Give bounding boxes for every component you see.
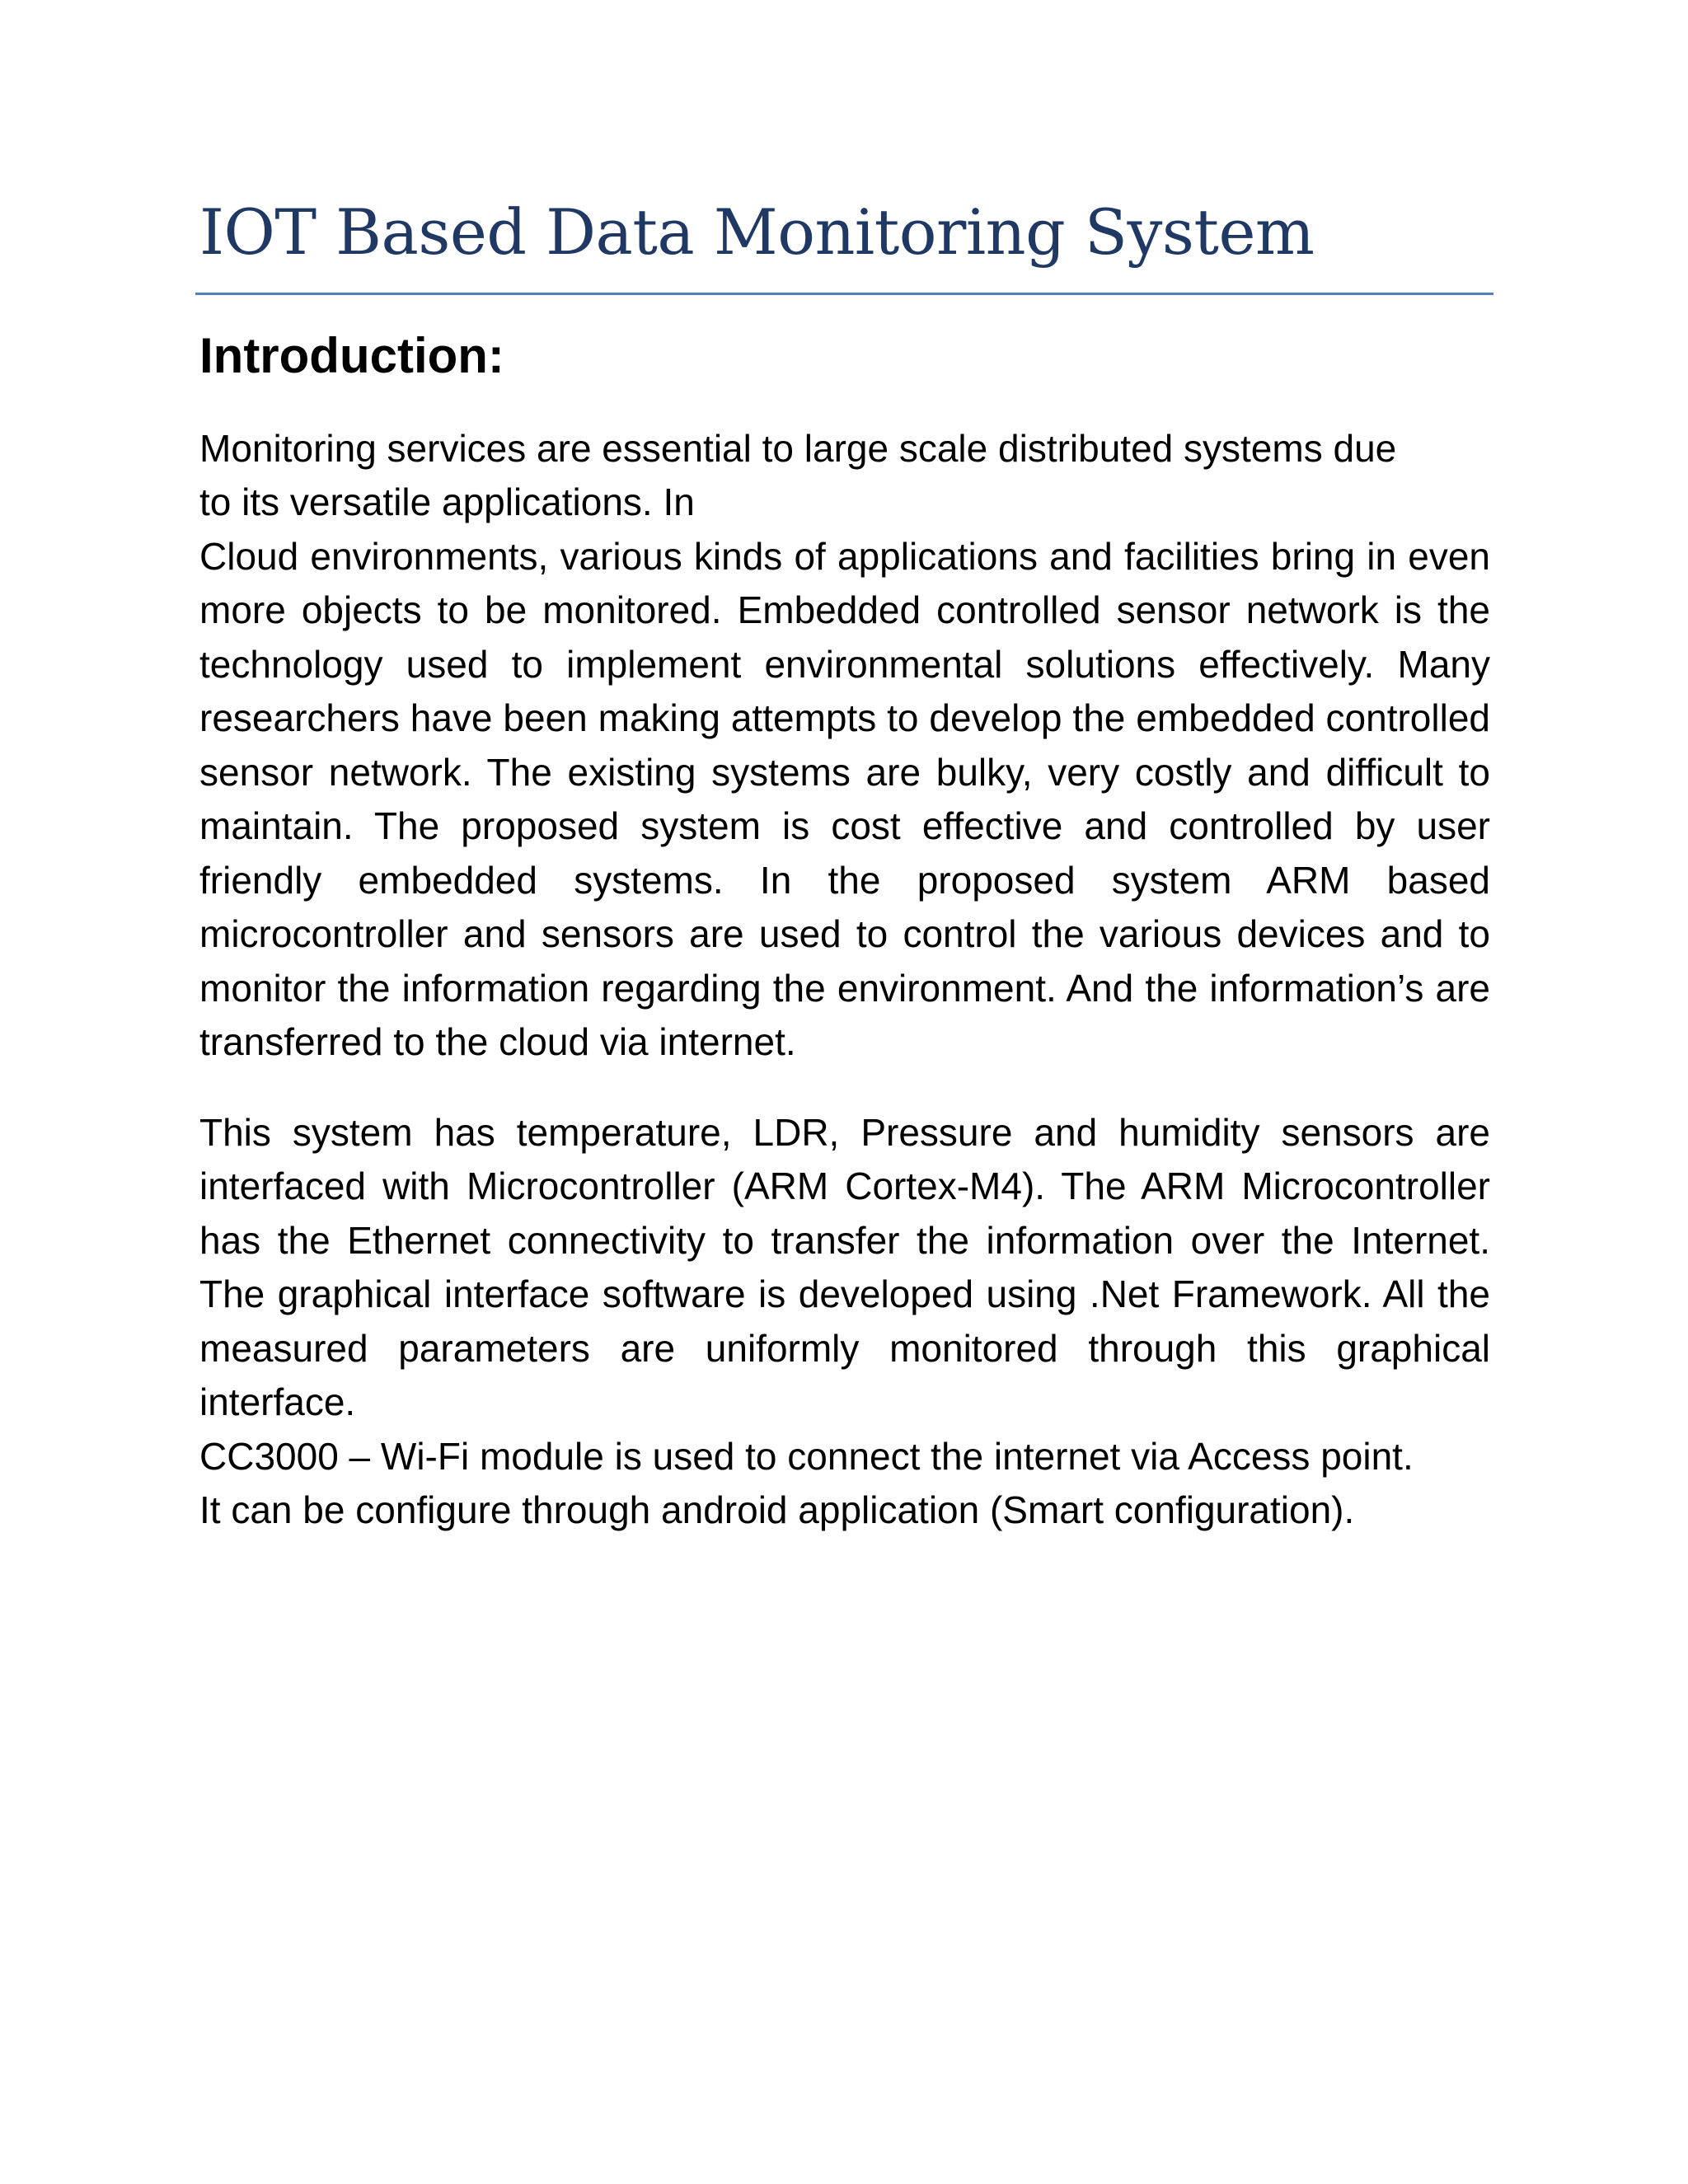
paragraph-1 — [199, 422, 1490, 1070]
paragraph-1-line-2: to its versatile applications. In — [199, 480, 695, 524]
paragraph-1-body: Cloud environments, various kinds of applications and facilities bring in even more objects to be monitored. Embedded controlled sensor network is the technology used to implement environmental solutions effectively. Many researchers have been making attempts to develop the embedded controlled sensor network. The existing systems are bulky, very costly and difficult to maintain. The proposed system is cost effective and controlled by user friendly embedded systems. In the proposed system ARM based microcontroller and sensors are used to control the various devices and to monitor the information regarding the environment. And the information’s are transferred to the cloud via internet. — [199, 534, 1490, 1064]
document-title: IOT Based Data Monitoring System — [199, 195, 1315, 269]
paragraph-1-line-1: Monitoring services are essential to large scale distributed systems due — [199, 426, 1397, 470]
paragraph-2 — [199, 1106, 1490, 1538]
title-underline-rule — [195, 293, 1493, 295]
paragraph-2-config-line: It can be configure through android application (Smart configuration). — [199, 1488, 1355, 1532]
paragraph-spacer — [199, 1070, 1490, 1106]
document-content — [199, 195, 1490, 1538]
paragraph-2-cc3000-line: CC3000 – Wi-Fi module is used to connect the internet via Access point. — [199, 1434, 1414, 1478]
section-heading-introduction: Introduction: — [199, 327, 504, 383]
paragraph-2-body: This system has temperature, LDR, Pressure and humidity sensors are interfaced with Microcontroller (ARM Cortex-M4). The ARM Microcontroller has the Ethernet connectivity to transfer the information over the Internet. The graphical interface software is developed using .Net Framework. All the measured parameters are uniformly monitored through this graphical interface. — [199, 1110, 1490, 1424]
